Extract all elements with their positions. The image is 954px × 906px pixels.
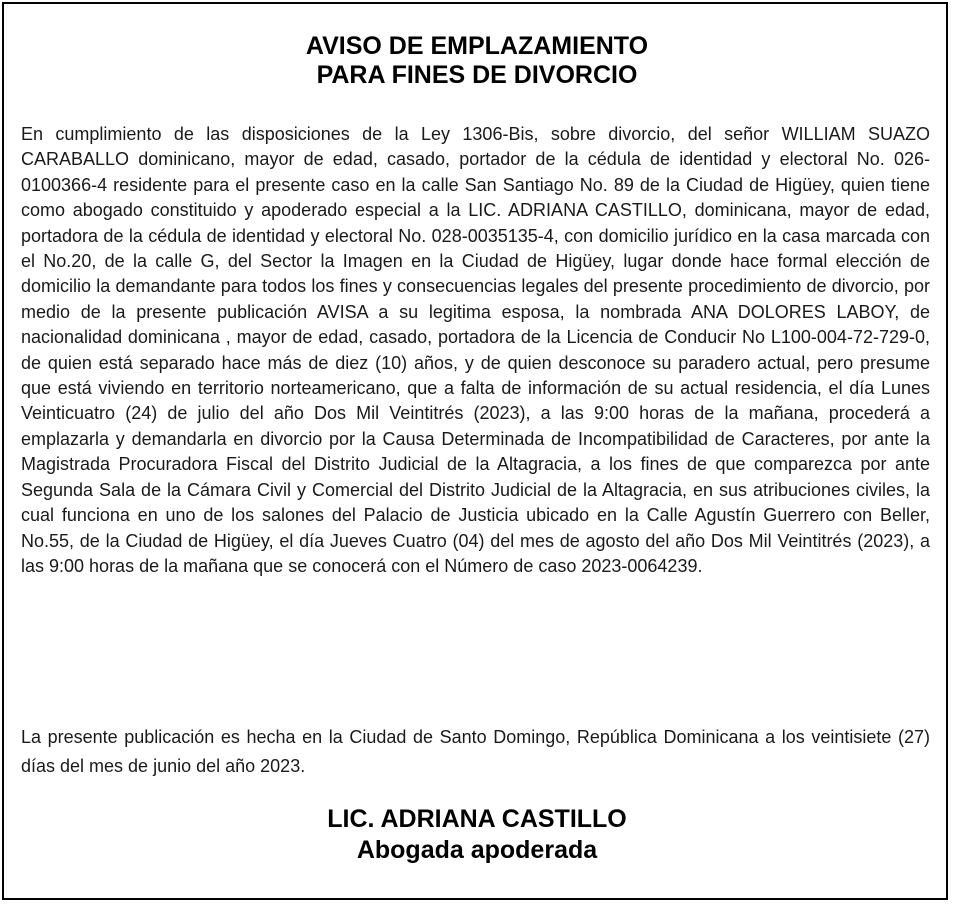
notice-closing: La presente publicación es hecha en la Ciudad de Santo Domingo, República Dominicana a los veintisiete (27) días del mes de junio del año 2023. [21,727,930,776]
notice-title [4,32,950,90]
title-line-1: AVISO DE EMPLAZAMIENTO [305,32,649,60]
notice-body: En cumplimiento de las disposiciones de la Ley 1306-Bis, sobre divorcio, del señor WILLIAM SUAZO CARABALLO dominicano, mayor de edad, casado, portador de la cédula de identidad y electoral No. 026-0100366-4 residente para el presente caso en la calle San Santiago No. 89 de la Ciudad de Higüey, quien tiene como abogado constituido y apoderado especial a la LIC. ADRIANA CASTILLO, dominicana, mayor de edad, portadora de la cédula de identidad y electoral No. 028-0035135-4, con domicilio jurídico en la casa marcada con el No.20, de la calle G, del Sector la Imagen en la Ciudad de Higüey, lugar donde hace formal elección de domicilio la demandante para todos los fines y consecuencias legales del presente procedimiento de divorcio, por medio de la presente publicación AVISA a su legitima esposa, la nombrada ANA DOLORES LABOY, de nacionalidad dominicana , mayor de edad, casado, portadora de la Licencia de Conducir No L100-004-72-729-0, de quien está separado hace más de diez (10) años, y de quien desconoce su paradero actual, pero presume que está viviendo en territorio norteamericano, que a falta de información de su actual residencia, el día Lunes Veinticuatro (24) de julio del año Dos Mil Veintitrés (2023), a las 9:00 horas de la mañana, procederá a emplazarla y demandarla en divorcio por la Causa Determinada de Incompatibilidad de Caracteres, por ante la Magistrada Procuradora Fiscal del Distrito Judicial de la Altagracia, a los fines de que comparezca por ante Segunda Sala de la Cámara Civil y Comercial del Distrito Judicial de la Altagracia, en sus atribuciones civiles, la cual funciona en uno de los salones del Palacio de Justicia ubicado en la Calle Agustín Guerrero con Beller, No.55, de la Ciudad de Higüey, el día Jueves Cuatro (04) del mes de agosto del año Dos Mil Veintitrés (2023), a las 9:00 horas de la mañana que se conocerá con el Número de caso 2023-0064239. [21,124,930,576]
title-line-2: PARA FINES DE DIVORCIO [316,61,638,89]
signature-name: LIC. ADRIANA CASTILLO [327,805,627,833]
signature-block [4,804,950,866]
signature-role: Abogada apoderada [356,836,598,864]
notice-frame [2,2,948,900]
